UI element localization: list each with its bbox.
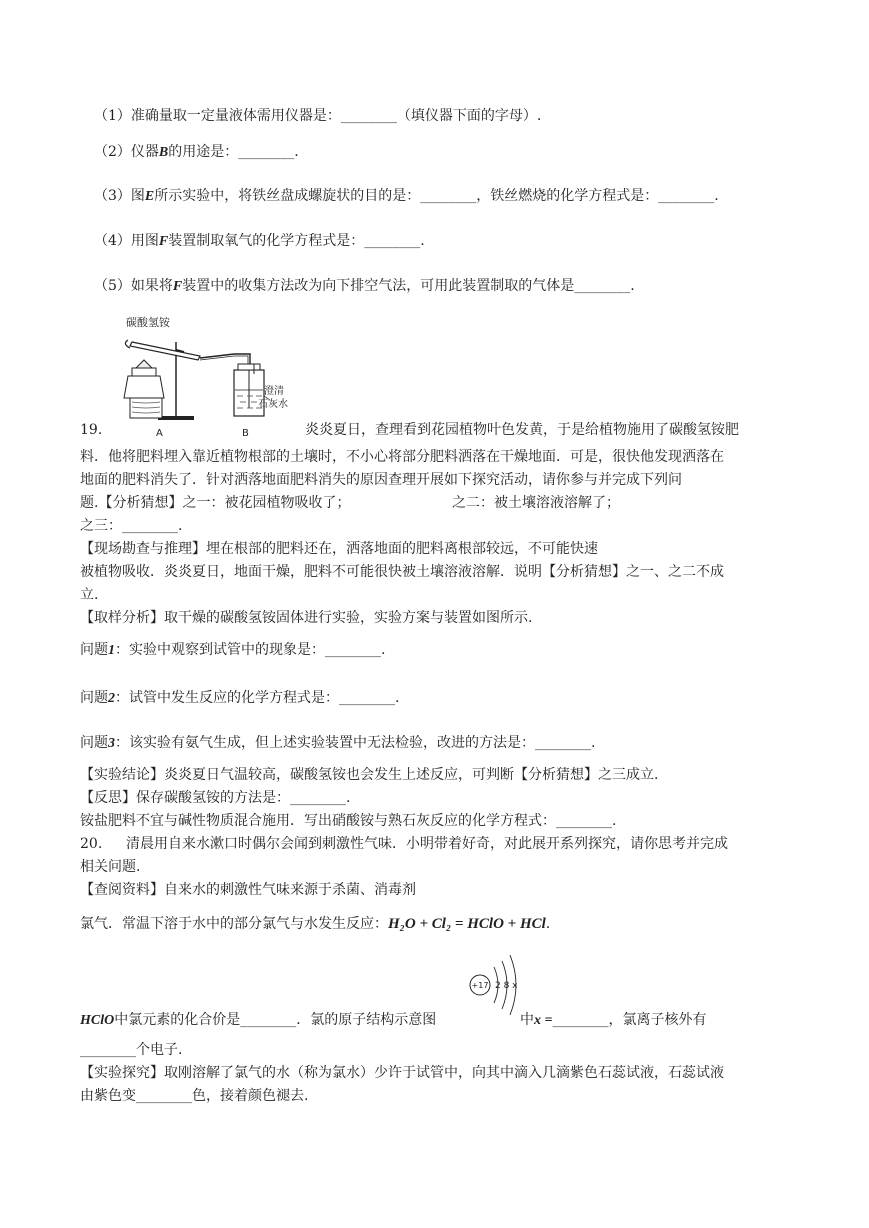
answer-blank: ________ (340, 108, 397, 124)
q19-line-1: 炎炎夏日，查理看到花园植物叶色发黄，于是给植物施用了碳酸氢铵肥 (305, 422, 739, 438)
q18-item-1 (94, 106, 541, 126)
problem-label: 问题 (80, 642, 108, 658)
problem-text: ：实验中观察到试管中的现象是：________. (115, 642, 386, 658)
q19-ammonium-note: 铵盐肥料不宜与碱性物质混合施用．写出硝酸铵与熟石灰反应的化学方程式：________. (80, 813, 617, 829)
period: . (630, 278, 635, 294)
q18-1-text: （1）准确量取一定量液体需用仪器是： (94, 108, 341, 124)
test-tube-bottom (125, 340, 130, 348)
burner-top (132, 368, 156, 376)
figure-label-limewater-2: 石灰水 (258, 399, 288, 410)
q19-guess-3: 之三：________. (80, 518, 183, 534)
letter-e: E (144, 189, 155, 204)
period: . (294, 144, 299, 160)
hclo-formula: HClO (80, 1013, 115, 1028)
q19-conclusion: 【实验结论】炎炎夏日气温较高，碳酸氢铵也会发生上述反应，可判断【分析猜想】之三成立. (80, 767, 659, 783)
q20-reference: 【查阅资料】自来水的刺激性气味来源于杀菌、消毒剂 (80, 882, 416, 898)
test-tube (130, 342, 200, 360)
figure-label-a: A (156, 428, 163, 439)
q18-2-suffix: 的用途是： (168, 144, 239, 160)
q20-reaction-line (80, 914, 550, 934)
q19-number: 19. (80, 422, 103, 438)
problem-label: 问题 (80, 735, 108, 751)
q18-3-mid: ，铁丝燃烧的化学方程式是： (476, 188, 659, 204)
q18-5-suffix: 装置中的收集方法改为向下排空气法，可用此装置制取的气体是 (182, 278, 575, 294)
flame (136, 360, 152, 368)
letter-f: F (158, 234, 169, 249)
q20-valence-text: 中氯元素的化合价是________．氯的原子结构示意图 (114, 1012, 437, 1028)
q19-problem-3 (80, 733, 595, 754)
answer-blank: ________ (574, 278, 631, 294)
q19-line-3: 地面的肥料消失了．针对洒落地面肥料消失的原因查理开展如下探究活动，请你参与并完成下列问 (80, 472, 682, 488)
answer-blank: ________ (420, 188, 477, 204)
q20-number: 20. (80, 836, 103, 852)
period: . (545, 916, 551, 932)
q19-sampling: 【取样分析】取干燥的碳酸氢铵固体进行实验，实验方案与装置如图所示. (80, 610, 533, 626)
answer-blank: ________ (658, 188, 715, 204)
figure-label-limewater-1: 澄清 (264, 386, 284, 397)
q20-reaction-text: 氯气．常温下溶于水中的部分氯气与水发生反应： (80, 916, 388, 932)
q18-item-4 (94, 231, 425, 252)
q18-5-text: （5）如果将 (94, 278, 173, 294)
nucleus-charge: +17 (471, 981, 489, 990)
q20-line-2: 相关问题. (80, 859, 141, 875)
q18-item-2 (94, 142, 299, 163)
q18-item-5 (94, 276, 635, 297)
chemical-equation: H₂O + Cl₂ = HClO + HCl (388, 916, 546, 932)
letter-b: B (158, 145, 169, 160)
q18-3-text: （3）图 (94, 188, 145, 204)
q18-2-text: （2）仪器 (94, 144, 159, 160)
electron-counts: 2 8 x (495, 981, 518, 991)
problem-label: 问题 (80, 690, 108, 706)
q20-x-line (520, 1010, 706, 1031)
q19-problem-1 (80, 640, 385, 661)
q18-3-suffix: 所示实验中，将铁丝盘成螺旋状的目的是： (154, 188, 421, 204)
q19-line-2: 料．他将肥料埋入靠近植物根部的土壤时，不小心将部分肥料洒落在干燥地面．可是，很快他发现洒落在 (80, 449, 724, 465)
problem-number: 2 (108, 691, 115, 706)
q20-zhong: 中 (520, 1012, 534, 1028)
q18-item-3 (94, 186, 719, 207)
burner-body (124, 376, 164, 398)
problem-number: 1 (108, 643, 115, 658)
q19-problem-2 (80, 688, 399, 709)
stand-base (158, 416, 194, 420)
figure-label-b: B (242, 428, 249, 439)
bottle-stopper (238, 364, 260, 370)
q19-investigation-3: 立. (80, 587, 99, 603)
period: . (420, 233, 425, 249)
q19-guess-2: 之二：被土壤溶液溶解了； (452, 495, 620, 511)
q20-chlorine-line (80, 1010, 436, 1031)
q20-experiment-1: 【实验探究】取刚溶解了氯气的水（称为氯水）少许于试管中，向其中滴入几滴紫色石蕊试液，石蕊试液 (80, 1065, 724, 1081)
x-variable: x = (534, 1013, 553, 1028)
apparatus-diagram (118, 312, 290, 440)
q18-4-suffix: 装置制取氧气的化学方程式是： (168, 233, 365, 249)
q19-reflection: 【反思】保存碳酸氢铵的方法是：________. (80, 790, 351, 806)
q18-1-suffix: （填仪器下面的字母）. (396, 108, 542, 124)
problem-text: ：试管中发生反应的化学方程式是：________. (115, 690, 400, 706)
q19-investigation-2: 被植物吸收．炎炎夏日，地面干燥，肥料不可能很快被土壤溶液溶解．说明【分析猜想】之一、之二不成 (80, 564, 724, 580)
problem-text: ：该实验有氨气生成，但上述实验装置中无法检验，改进的方法是：________. (115, 735, 596, 751)
q19-guess-1: 题.【分析猜想】之一：被花园植物吸收了； (80, 495, 351, 511)
period: . (714, 188, 719, 204)
letter-f: F (172, 279, 183, 294)
q20-electron-text: ________，氯离子核外有 (552, 1012, 707, 1028)
q19-investigation-1: 【现场勘查与推理】埋在根部的肥料还在，洒落地面的肥料离根部较远，不可能快速 (80, 541, 598, 557)
q18-4-text: （4）用图 (94, 233, 159, 249)
q20-line-1: 清晨用自来水漱口时偶尔会闻到刺激性气味．小明带着好奇，对此展开系列探究，请你思考并完成 (126, 836, 728, 852)
answer-blank: ________ (364, 233, 421, 249)
answer-blank: ________ (238, 144, 295, 160)
figure-label-top: 碳酸氢铵 (126, 316, 170, 329)
problem-number: 3 (108, 736, 115, 751)
q20-experiment-2: 由紫色变________色，接着颜色褪去. (80, 1088, 309, 1104)
q20-electron-count: ________个电子. (80, 1042, 183, 1058)
